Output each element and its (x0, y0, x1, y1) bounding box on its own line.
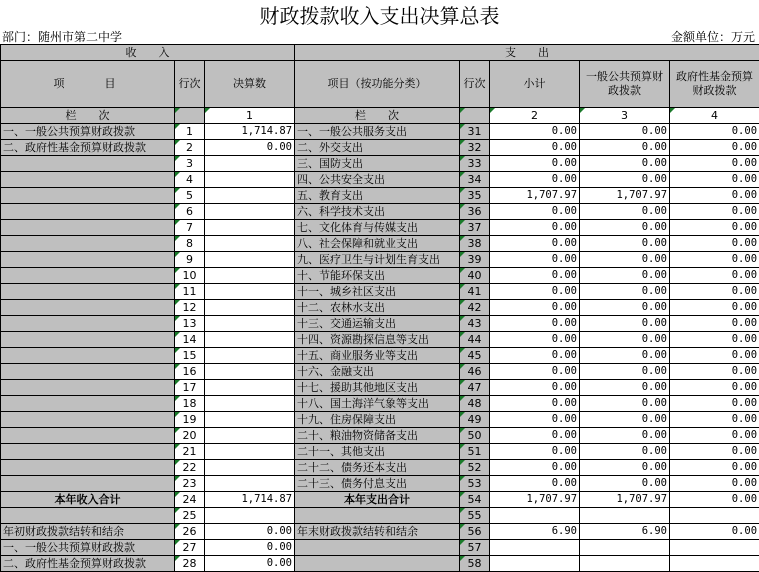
col-index-3: 3 (580, 108, 670, 124)
expense-item-cell: 十六、金融支出 (295, 364, 460, 380)
table-row (1, 220, 759, 236)
expense-fund-cell: 0.00 (670, 460, 759, 476)
income-rowno-cell: 3 (175, 156, 205, 172)
income-item-cell (1, 220, 175, 236)
table-row (1, 332, 759, 348)
income-value-cell (205, 428, 295, 444)
expense-general-cell: 0.00 (580, 284, 670, 300)
expense-general-cell: 0.00 (580, 236, 670, 252)
income-item-cell: 二、政府性基金预算财政拨款 (1, 140, 175, 156)
income-value-cell (205, 412, 295, 428)
column-header-row (1, 61, 759, 108)
income-item-cell (1, 364, 175, 380)
income-rowno-cell: 18 (175, 396, 205, 412)
expense-fund-cell: 0.00 (670, 204, 759, 220)
expense-general-cell: 0.00 (580, 300, 670, 316)
expense-fund-cell: 0.00 (670, 188, 759, 204)
expense-item-cell: 六、科学技术支出 (295, 204, 460, 220)
table-row (1, 524, 759, 540)
expense-fund-cell: 0.00 (670, 364, 759, 380)
budget-table (0, 44, 759, 572)
income-value-cell (205, 220, 295, 236)
expense-rowno-cell: 33 (460, 156, 490, 172)
expense-item-cell: 十三、交通运输支出 (295, 316, 460, 332)
income-rowno-cell: 4 (175, 172, 205, 188)
income-item-cell (1, 300, 175, 316)
expense-rowno-cell: 46 (460, 364, 490, 380)
expense-rowno-cell: 55 (460, 508, 490, 524)
income-item-cell (1, 268, 175, 284)
income-rowno-cell: 9 (175, 252, 205, 268)
table-row (1, 396, 759, 412)
expense-rowno-cell: 37 (460, 220, 490, 236)
expense-item-cell (295, 508, 460, 524)
expense-fund-cell: 0.00 (670, 140, 759, 156)
income-rowno-cell: 17 (175, 380, 205, 396)
income-rowno-cell: 23 (175, 476, 205, 492)
expense-rowno-cell: 53 (460, 476, 490, 492)
expense-general-cell: 0.00 (580, 252, 670, 268)
income-value-cell (205, 156, 295, 172)
expense-rowno-cell: 40 (460, 268, 490, 284)
income-item-cell (1, 460, 175, 476)
income-value-cell (205, 236, 295, 252)
expense-general-cell: 0.00 (580, 156, 670, 172)
expense-subtotal-cell: 0.00 (490, 140, 580, 156)
expense-general-cell: 6.90 (580, 524, 670, 540)
expense-item-cell: 八、社会保障和就业支出 (295, 236, 460, 252)
expense-fund-cell: 0.00 (670, 444, 759, 460)
income-rowno-cell: 25 (175, 508, 205, 524)
expense-fund-cell (670, 556, 759, 572)
expense-rowno-cell: 31 (460, 124, 490, 140)
expense-item-cell: 二十一、其他支出 (295, 444, 460, 460)
income-value-cell: 0.00 (205, 140, 295, 156)
income-item-cell (1, 380, 175, 396)
income-value-cell (205, 300, 295, 316)
expense-fund-cell: 0.00 (670, 220, 759, 236)
table-row (1, 428, 759, 444)
expense-subtotal-cell (490, 556, 580, 572)
table-row (1, 364, 759, 380)
income-item-cell (1, 444, 175, 460)
income-value-cell (205, 364, 295, 380)
income-rowno-cell: 24 (175, 492, 205, 508)
expense-fund-cell: 0.00 (670, 332, 759, 348)
expense-rowno-cell: 58 (460, 556, 490, 572)
expense-general-cell: 0.00 (580, 412, 670, 428)
table-row (1, 412, 759, 428)
table-row (1, 204, 759, 220)
expense-item-cell: 二十二、债务还本支出 (295, 460, 460, 476)
expense-fund-cell: 0.00 (670, 124, 759, 140)
lan-label: 栏 次 (1, 108, 175, 124)
expense-subtotal-cell (490, 508, 580, 524)
expense-item-cell (295, 540, 460, 556)
expense-subtotal-cell: 0.00 (490, 268, 580, 284)
income-section-header: 收 入 (1, 45, 295, 61)
expense-rowno-cell: 39 (460, 252, 490, 268)
lan-blank (175, 108, 205, 124)
expense-rowno-cell: 43 (460, 316, 490, 332)
col-header-item: 项 目 (1, 61, 175, 108)
expense-item-cell: 三、国防支出 (295, 156, 460, 172)
col-index-1: 1 (205, 108, 295, 124)
expense-general-cell: 0.00 (580, 428, 670, 444)
expense-item-cell: 二十三、债务付息支出 (295, 476, 460, 492)
expense-fund-cell: 0.00 (670, 252, 759, 268)
income-value-cell (205, 460, 295, 476)
expense-fund-cell (670, 508, 759, 524)
expense-item-cell: 十、节能环保支出 (295, 268, 460, 284)
income-rowno-cell: 14 (175, 332, 205, 348)
expense-item-cell: 二、外交支出 (295, 140, 460, 156)
table-row (1, 380, 759, 396)
expense-general-cell: 0.00 (580, 380, 670, 396)
income-value-cell (205, 188, 295, 204)
income-value-cell (205, 348, 295, 364)
income-rowno-cell: 20 (175, 428, 205, 444)
expense-fund-cell: 0.00 (670, 428, 759, 444)
expense-subtotal-cell (490, 540, 580, 556)
income-item-cell (1, 284, 175, 300)
expense-item-cell: 四、公共安全支出 (295, 172, 460, 188)
table-row (1, 348, 759, 364)
expense-general-cell: 1,707.97 (580, 492, 670, 508)
income-item-cell (1, 252, 175, 268)
expense-subtotal-cell: 6.90 (490, 524, 580, 540)
expense-general-cell (580, 540, 670, 556)
expense-fund-cell (670, 540, 759, 556)
expense-item-cell: 五、教育支出 (295, 188, 460, 204)
expense-general-cell: 0.00 (580, 444, 670, 460)
expense-subtotal-cell: 0.00 (490, 316, 580, 332)
income-rowno-cell: 15 (175, 348, 205, 364)
expense-general-cell: 0.00 (580, 204, 670, 220)
expense-rowno-cell: 48 (460, 396, 490, 412)
expense-general-cell (580, 508, 670, 524)
income-rowno-cell: 26 (175, 524, 205, 540)
income-rowno-cell: 16 (175, 364, 205, 380)
expense-rowno-cell: 32 (460, 140, 490, 156)
expense-rowno-cell: 50 (460, 428, 490, 444)
income-item-cell (1, 236, 175, 252)
expense-item-cell: 年末财政拨款结转和结余 (295, 524, 460, 540)
table-row (1, 492, 759, 508)
income-value-cell (205, 204, 295, 220)
expense-fund-cell: 0.00 (670, 476, 759, 492)
income-rowno-cell: 13 (175, 316, 205, 332)
expense-subtotal-cell: 0.00 (490, 332, 580, 348)
income-item-cell (1, 204, 175, 220)
income-item-cell (1, 396, 175, 412)
table-row (1, 300, 759, 316)
income-value-cell (205, 380, 295, 396)
expense-rowno-cell: 54 (460, 492, 490, 508)
income-value-cell (205, 476, 295, 492)
expense-general-cell: 0.00 (580, 268, 670, 284)
expense-section-header: 支 出 (295, 45, 759, 61)
expense-item-cell: 七、文化体育与传媒支出 (295, 220, 460, 236)
income-item-cell: 本年收入合计 (1, 492, 175, 508)
expense-subtotal-cell: 0.00 (490, 220, 580, 236)
income-rowno-cell: 8 (175, 236, 205, 252)
expense-item-cell: 九、医疗卫生与计划生育支出 (295, 252, 460, 268)
expense-rowno-cell: 49 (460, 412, 490, 428)
income-item-cell: 一、一般公共预算财政拨款 (1, 540, 175, 556)
col-header-rowno: 行次 (175, 61, 205, 108)
expense-subtotal-cell: 1,707.97 (490, 188, 580, 204)
table-row (1, 460, 759, 476)
expense-rowno-cell: 44 (460, 332, 490, 348)
income-value-cell: 0.00 (205, 524, 295, 540)
income-rowno-cell: 5 (175, 188, 205, 204)
income-value-cell: 0.00 (205, 540, 295, 556)
section-header-row (1, 45, 759, 61)
expense-fund-cell: 0.00 (670, 284, 759, 300)
expense-fund-cell: 0.00 (670, 156, 759, 172)
expense-fund-cell: 0.00 (670, 236, 759, 252)
column-index-row (1, 108, 759, 124)
table-row (1, 172, 759, 188)
income-rowno-cell: 6 (175, 204, 205, 220)
table-row (1, 140, 759, 156)
income-value-cell: 0.00 (205, 556, 295, 572)
expense-fund-cell: 0.00 (670, 348, 759, 364)
income-item-cell (1, 172, 175, 188)
income-rowno-cell: 1 (175, 124, 205, 140)
expense-rowno-cell: 41 (460, 284, 490, 300)
lan-blank-2 (460, 108, 490, 124)
table-row (1, 124, 759, 140)
income-value-cell: 1,714.87 (205, 492, 295, 508)
expense-fund-cell: 0.00 (670, 300, 759, 316)
col-header-rowno2: 行次 (460, 61, 490, 108)
income-item-cell (1, 156, 175, 172)
income-value-cell (205, 172, 295, 188)
income-item-cell (1, 316, 175, 332)
col-header-item-func: 项目（按功能分类） (295, 61, 460, 108)
expense-rowno-cell: 56 (460, 524, 490, 540)
table-row (1, 508, 759, 524)
expense-item-cell: 十四、资源勘探信息等支出 (295, 332, 460, 348)
expense-subtotal-cell: 0.00 (490, 156, 580, 172)
expense-fund-cell: 0.00 (670, 316, 759, 332)
expense-rowno-cell: 52 (460, 460, 490, 476)
income-rowno-cell: 7 (175, 220, 205, 236)
col-header-subtotal: 小计 (490, 61, 580, 108)
income-rowno-cell: 28 (175, 556, 205, 572)
expense-subtotal-cell: 0.00 (490, 428, 580, 444)
income-rowno-cell: 27 (175, 540, 205, 556)
expense-general-cell: 0.00 (580, 460, 670, 476)
income-value-cell (205, 284, 295, 300)
expense-item-cell: 十二、农林水支出 (295, 300, 460, 316)
expense-general-cell: 0.00 (580, 172, 670, 188)
expense-subtotal-cell: 0.00 (490, 444, 580, 460)
income-value-cell (205, 332, 295, 348)
expense-item-cell: 本年支出合计 (295, 492, 460, 508)
table-row (1, 236, 759, 252)
table-row (1, 268, 759, 284)
income-rowno-cell: 2 (175, 140, 205, 156)
expense-general-cell: 0.00 (580, 348, 670, 364)
income-item-cell (1, 508, 175, 524)
expense-general-cell: 0.00 (580, 124, 670, 140)
table-row (1, 284, 759, 300)
expense-subtotal-cell: 0.00 (490, 396, 580, 412)
income-value-cell (205, 508, 295, 524)
income-item-cell: 一、一般公共预算财政拨款 (1, 124, 175, 140)
expense-rowno-cell: 42 (460, 300, 490, 316)
expense-general-cell: 0.00 (580, 396, 670, 412)
expense-general-cell: 0.00 (580, 364, 670, 380)
expense-item-cell: 十五、商业服务业等支出 (295, 348, 460, 364)
expense-general-cell (580, 556, 670, 572)
expense-item-cell: 十八、国土海洋气象等支出 (295, 396, 460, 412)
expense-general-cell: 1,707.97 (580, 188, 670, 204)
income-item-cell (1, 348, 175, 364)
income-rowno-cell: 21 (175, 444, 205, 460)
col-index-2: 2 (490, 108, 580, 124)
income-item-cell: 二、政府性基金预算财政拨款 (1, 556, 175, 572)
expense-general-cell: 0.00 (580, 316, 670, 332)
income-rowno-cell: 19 (175, 412, 205, 428)
table-row (1, 556, 759, 572)
expense-subtotal-cell: 0.00 (490, 300, 580, 316)
table-row (1, 540, 759, 556)
income-item-cell (1, 428, 175, 444)
expense-subtotal-cell: 0.00 (490, 284, 580, 300)
expense-item-cell: 十一、城乡社区支出 (295, 284, 460, 300)
income-item-cell (1, 412, 175, 428)
expense-fund-cell: 0.00 (670, 268, 759, 284)
expense-subtotal-cell: 0.00 (490, 380, 580, 396)
expense-subtotal-cell: 0.00 (490, 204, 580, 220)
income-item-cell (1, 188, 175, 204)
col-header-final: 决算数 (205, 61, 295, 108)
income-value-cell (205, 444, 295, 460)
expense-fund-cell: 0.00 (670, 396, 759, 412)
table-row (1, 252, 759, 268)
expense-general-cell: 0.00 (580, 476, 670, 492)
income-item-cell (1, 332, 175, 348)
expense-subtotal-cell: 0.00 (490, 252, 580, 268)
expense-rowno-cell: 35 (460, 188, 490, 204)
expense-subtotal-cell: 0.00 (490, 412, 580, 428)
expense-subtotal-cell: 0.00 (490, 348, 580, 364)
income-value-cell (205, 252, 295, 268)
expense-general-cell: 0.00 (580, 140, 670, 156)
expense-item-cell: 十九、住房保障支出 (295, 412, 460, 428)
table-row (1, 188, 759, 204)
expense-item-cell: 十七、援助其他地区支出 (295, 380, 460, 396)
expense-rowno-cell: 47 (460, 380, 490, 396)
expense-item-cell: 二十、粮油物资储备支出 (295, 428, 460, 444)
income-value-cell (205, 396, 295, 412)
table-row (1, 444, 759, 460)
table-row (1, 316, 759, 332)
table-row (1, 156, 759, 172)
expense-fund-cell: 0.00 (670, 524, 759, 540)
expense-general-cell: 0.00 (580, 332, 670, 348)
income-value-cell (205, 316, 295, 332)
department-label: 部门：随州市第二中学 (2, 30, 122, 44)
expense-rowno-cell: 57 (460, 540, 490, 556)
income-item-cell: 年初财政拨款结转和结余 (1, 524, 175, 540)
expense-subtotal-cell: 0.00 (490, 236, 580, 252)
expense-rowno-cell: 45 (460, 348, 490, 364)
expense-rowno-cell: 34 (460, 172, 490, 188)
expense-subtotal-cell: 0.00 (490, 476, 580, 492)
expense-fund-cell: 0.00 (670, 492, 759, 508)
expense-subtotal-cell: 0.00 (490, 124, 580, 140)
expense-fund-cell: 0.00 (670, 172, 759, 188)
expense-item-cell: 一、一般公共服务支出 (295, 124, 460, 140)
col-index-4: 4 (670, 108, 759, 124)
expense-subtotal-cell: 0.00 (490, 364, 580, 380)
income-rowno-cell: 12 (175, 300, 205, 316)
expense-subtotal-cell: 1,707.97 (490, 492, 580, 508)
expense-rowno-cell: 36 (460, 204, 490, 220)
expense-subtotal-cell: 0.00 (490, 460, 580, 476)
income-rowno-cell: 10 (175, 268, 205, 284)
income-rowno-cell: 11 (175, 284, 205, 300)
expense-subtotal-cell: 0.00 (490, 172, 580, 188)
income-value-cell: 1,714.87 (205, 124, 295, 140)
income-rowno-cell: 22 (175, 460, 205, 476)
expense-fund-cell: 0.00 (670, 412, 759, 428)
table-row (1, 476, 759, 492)
expense-rowno-cell: 51 (460, 444, 490, 460)
income-item-cell (1, 476, 175, 492)
expense-item-cell (295, 556, 460, 572)
unit-label: 金额单位：万元 (671, 30, 755, 44)
col-header-fund: 政府性基金预算财政拨款 (670, 61, 759, 108)
income-value-cell (205, 268, 295, 284)
expense-fund-cell: 0.00 (670, 380, 759, 396)
col-header-general: 一般公共预算财政拨款 (580, 61, 670, 108)
expense-general-cell: 0.00 (580, 220, 670, 236)
lan-label-2: 栏 次 (295, 108, 460, 124)
expense-rowno-cell: 38 (460, 236, 490, 252)
page-title: 财政拨款收入支出决算总表 (0, 0, 759, 32)
